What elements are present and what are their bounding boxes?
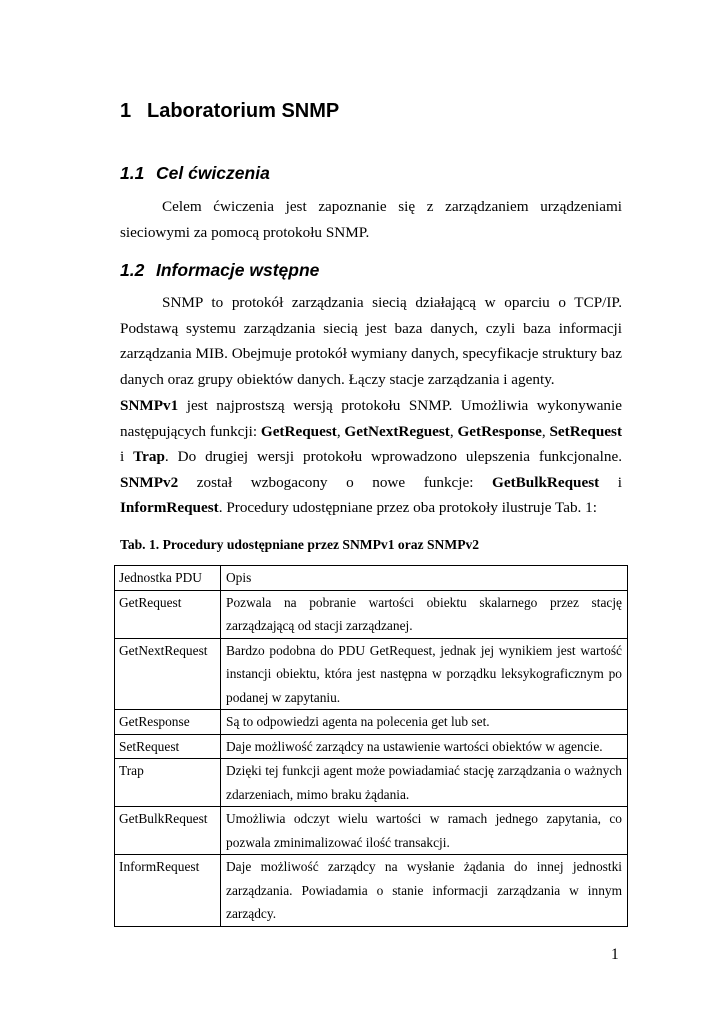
term-getrequest: GetRequest xyxy=(260,422,337,440)
pdu-description-cell: Daje możliwość zarządcy na wysłanie żądania do innej jednostki zarządzania. Powiadamia o stanie informacji zarządzania w innym zarządcy. xyxy=(221,855,628,927)
term-informrequest: InformRequest xyxy=(120,499,219,516)
pdu-name-cell: Trap xyxy=(115,759,221,807)
intro-paragraph: SNMP to protokół zarządzania siecią działającą w oparciu o TCP/IP. Podstawą systemu zarządzania siecią jest baza danych, czyli baza informacji zarządzania MIB. Obejmuje protokół wymiany danych, specyfikacje struktury baz danych oraz grupy obiektów danych. Łączy stacje zarządzania i agenty. xyxy=(120,294,622,388)
chapter-number: 1 xyxy=(120,100,132,122)
term-snmpv2: SNMPv2 xyxy=(120,473,179,491)
table-row xyxy=(115,759,628,807)
table-header-cell: Jednostka PDU xyxy=(115,566,221,591)
section-heading-goal xyxy=(120,163,270,184)
section-number: 1.1 xyxy=(120,163,145,183)
pdu-description-cell: Umożliwia odczyt wielu wartości w ramach jednego zapytania, co pozwala zminimalizować ilość transakcji. xyxy=(221,807,628,855)
pdu-name-cell: GetBulkRequest xyxy=(115,807,221,855)
pdu-table xyxy=(114,565,628,927)
pdu-description-cell: Daje możliwość zarządcy na ustawienie wartości obiektów w agencie. xyxy=(221,734,628,759)
pdu-name-cell: GetNextRequest xyxy=(115,638,221,710)
pdu-name-cell: SetRequest xyxy=(115,734,221,759)
text-run: . Do drugiej wersji protokołu wprowadzono ulepszenia funkcjonalne. xyxy=(164,448,622,465)
pdu-name-cell: GetResponse xyxy=(115,710,221,735)
page-number: 1 xyxy=(611,946,619,963)
pdu-description-cell: Dzięki tej funkcji agent może powiadamiać stację zarządzania o ważnych zdarzeniach, mimo braku żądania. xyxy=(221,759,628,807)
term-setrequest: SetRequest xyxy=(549,422,623,440)
pdu-description-cell: Pozwala na pobranie wartości obiektu skalarnego przez stację zarządzającą od stacji zarządzanej. xyxy=(221,590,628,638)
table-row xyxy=(115,855,628,927)
text-run: został wzbogacony o nowe funkcje: xyxy=(178,473,493,491)
text-run: jest najprostszą wersją protokołu SNMP. Umożliwia wykonywanie następujących funkcji: xyxy=(120,397,622,440)
text-run: . Procedury udostępniane przez oba protokoły ilustruje Tab. 1: xyxy=(218,499,597,516)
text-run: , xyxy=(449,422,458,440)
table-caption: Tab. 1. Procedury udostępniane przez SNMPv1 oraz SNMPv2 xyxy=(120,537,480,552)
table-row xyxy=(115,734,628,759)
term-getresponse: GetResponse xyxy=(457,422,542,440)
term-snmpv1: SNMPv1 xyxy=(120,397,179,414)
text-run: , xyxy=(336,422,345,440)
pdu-name-cell: InformRequest xyxy=(115,855,221,927)
table-row xyxy=(115,710,628,735)
section-number: 1.2 xyxy=(120,260,145,280)
versions-paragraph xyxy=(120,393,622,521)
pdu-name-cell: GetRequest xyxy=(115,590,221,638)
chapter-title: Laboratorium SNMP xyxy=(147,100,340,122)
text-run: , xyxy=(541,422,550,440)
table-row xyxy=(115,590,628,638)
text-run: i xyxy=(599,473,622,491)
section-title: Informacje wstępne xyxy=(156,260,320,280)
pdu-description-cell: Są to odpowiedzi agenta na polecenia get lub set. xyxy=(221,710,628,735)
table-row xyxy=(115,807,628,855)
term-getnextreguest: GetNextReguest xyxy=(344,422,450,440)
table-row xyxy=(115,638,628,710)
table-header-cell: Opis xyxy=(221,566,628,591)
section-title: Cel ćwiczenia xyxy=(156,163,270,183)
section-heading-intro xyxy=(120,260,319,281)
chapter-heading xyxy=(120,100,339,123)
pdu-description-cell: Bardzo podobna do PDU GetRequest, jednak jej wynikiem jest wartość instancji obiektu, która jest następna w porządku leksykograficznym po podanej w zapytaniu. xyxy=(221,638,628,710)
term-trap: Trap xyxy=(133,448,165,465)
text-run: i xyxy=(120,448,134,465)
goal-paragraph: Celem ćwiczenia jest zapoznanie się z zarządzaniem urządzeniami sieciowymi za pomocą protokołu SNMP. xyxy=(120,198,622,241)
term-getbulkrequest: GetBulkRequest xyxy=(492,473,600,491)
table-header-row xyxy=(115,566,628,591)
